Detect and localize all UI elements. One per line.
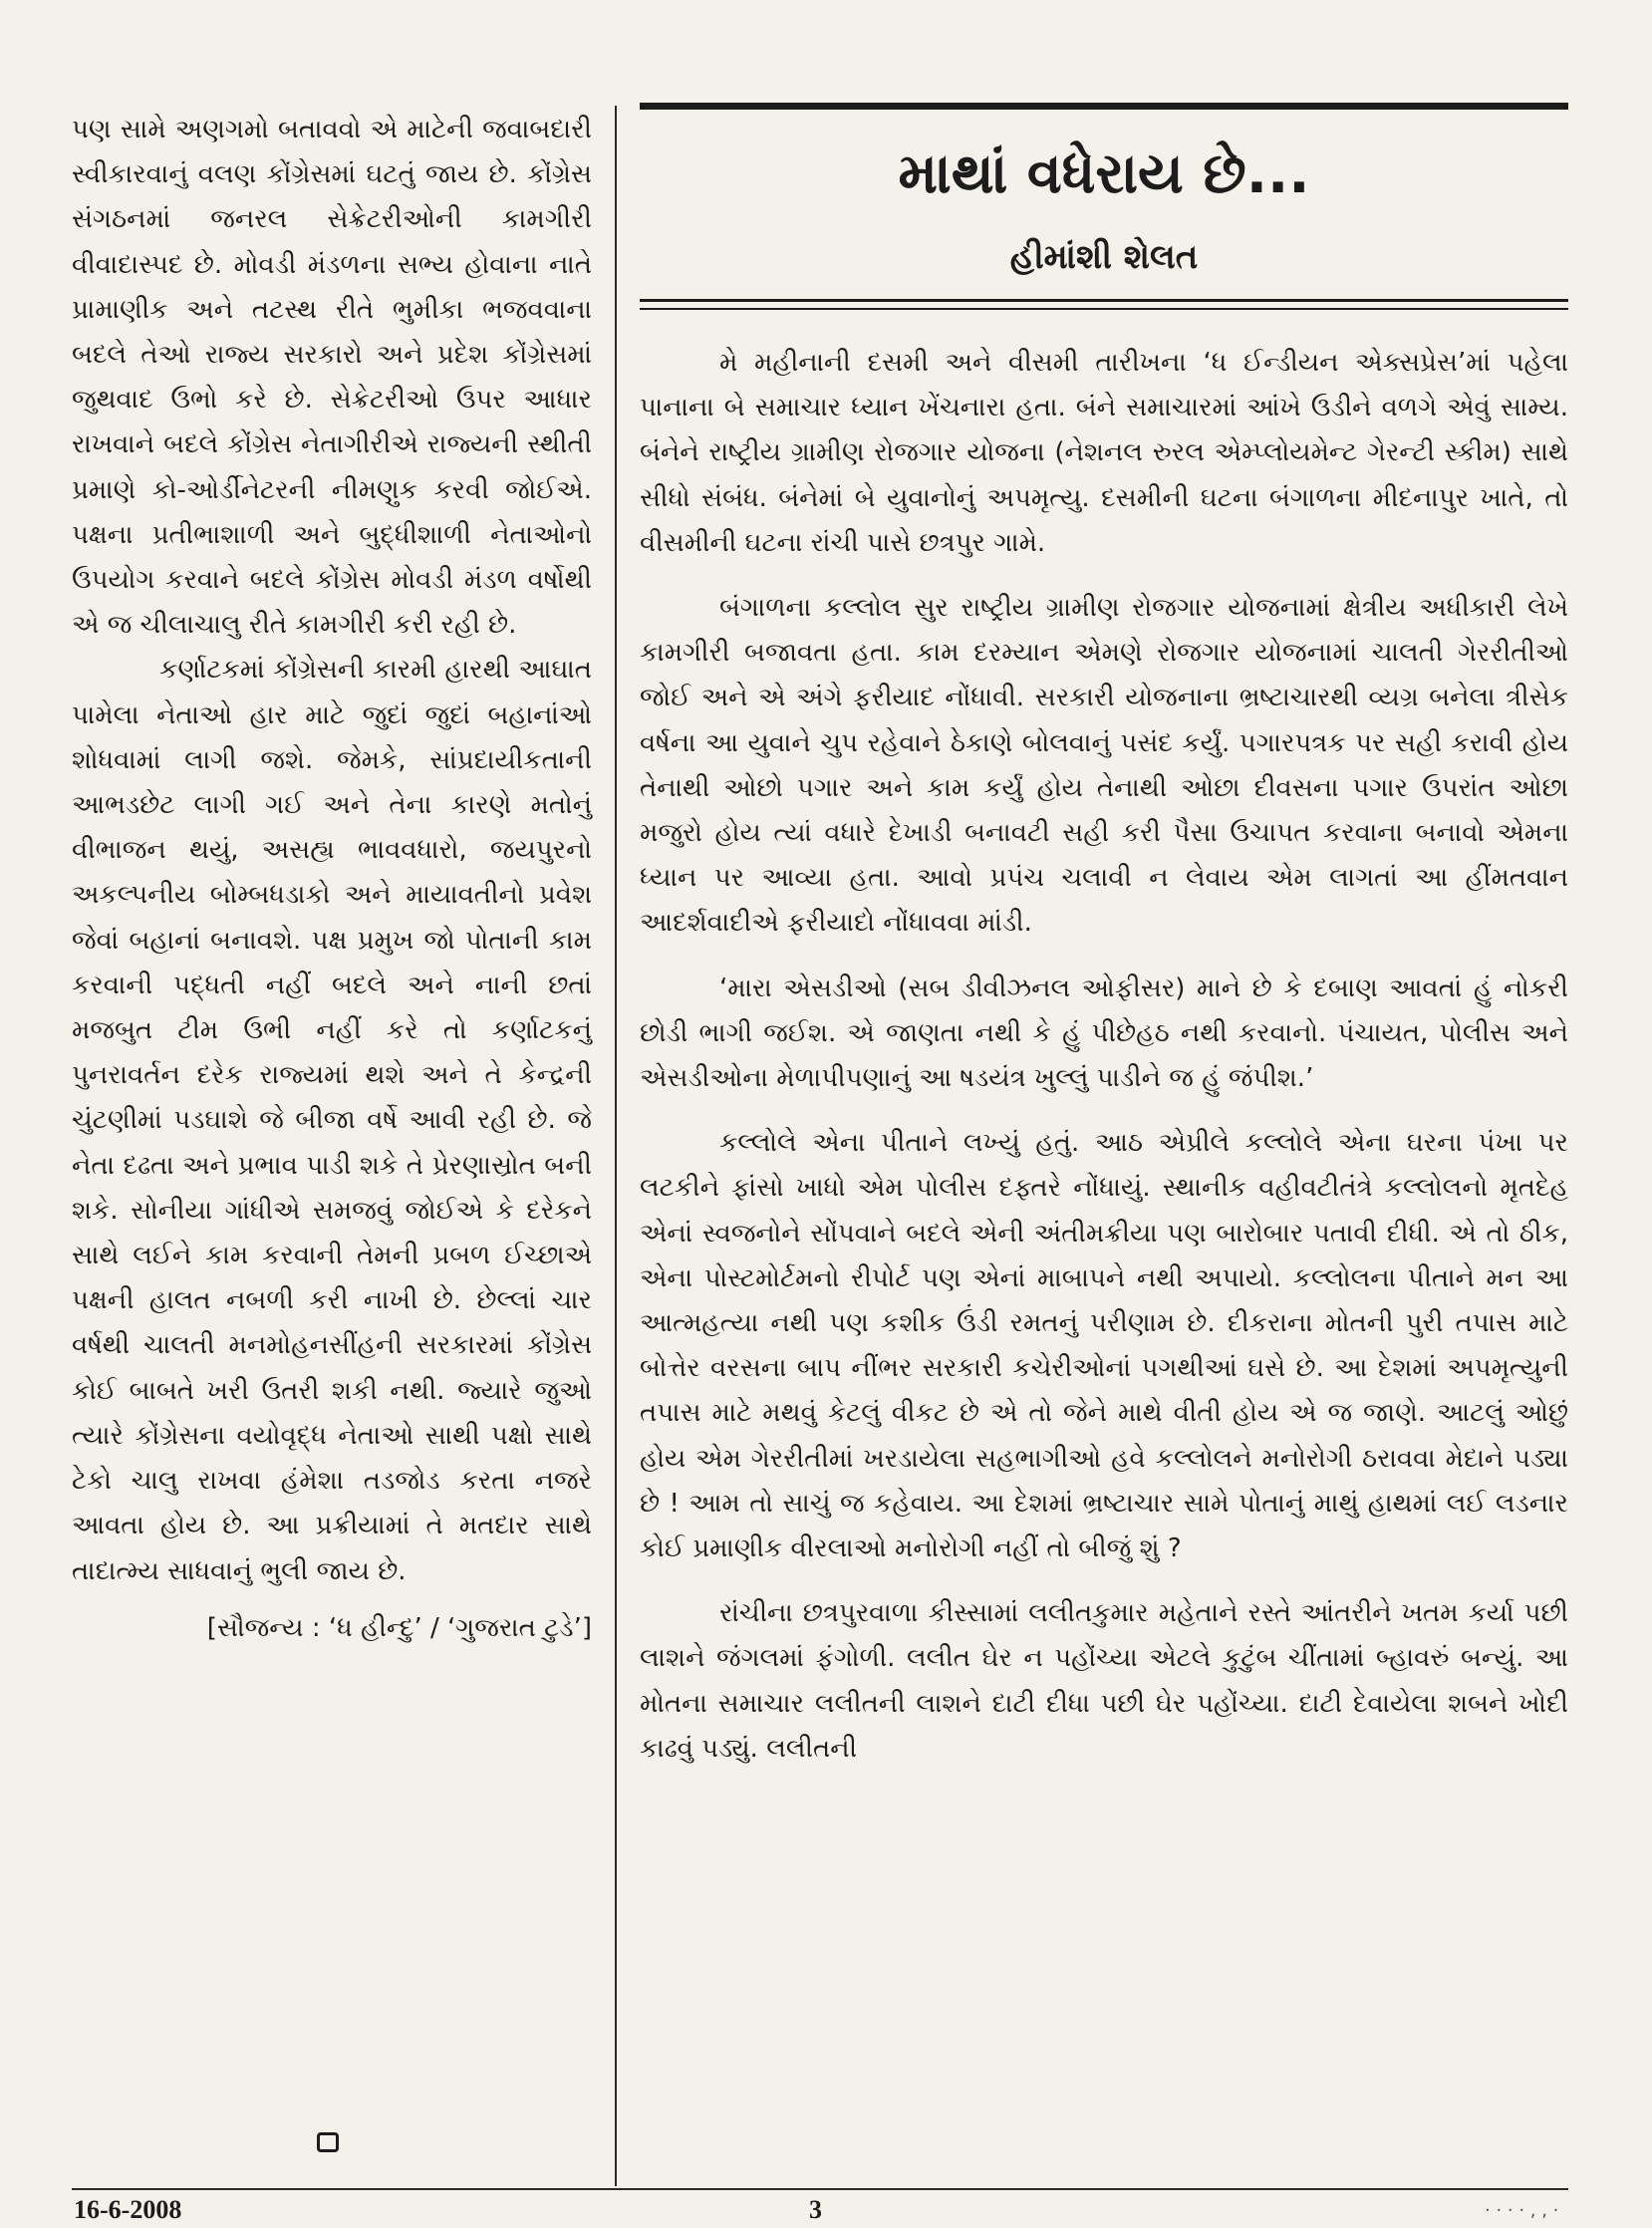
footer-date: 16-6-2008 xyxy=(74,2195,182,2224)
page-number: 3 xyxy=(809,2195,822,2224)
left-paragraph-1: પણ સામે અણગમો બતાવવો એ માટેની જવાબદારી સ્વીકારવાનું વલણ કોંગ્રેસમાં ઘટતું જાય છે. કોંગ્રેસ સંગઠનમાં જનરલ સેક્રેટરીઓની કામગીરી વીવાદાસ્પદ છે. મોવડી મંડળના સભ્ય હોવાના નાતે પ્રામાણીક અને તટસ્થ રીતે ભુમીકા ભજવવાના બદલે તેઓ રાજ્ય સરકારો અને પ્રદેશ કોંગ્રેસમાં જુથવાદ ઉભો કરે છે. સેક્રેટરીઓ ઉપર આધાર રાખવાને બદલે કોંગ્રેસ નેતાગીરીએ રાજ્યની સ્થીતી પ્રમાણે કો-ઓર્ડીનેટરની નીમણુક કરવી જોઈએ. પક્ષના પ્રતીભાશાળી અને બુદ્ધીશાળી નેતાઓનો ઉપયોગ કરવાને બદલે કોંગ્રેસ મોવડી મંડળ વર્ષોથી એ જ ચીલાચાલુ રીતે કામગીરી કરી રહી છે. xyxy=(72,115,592,641)
end-mark-icon xyxy=(317,2132,339,2152)
article-paragraph-5: રાંચીના છત્રપુરવાળા કીસ્સામાં લલીતકુમાર મહેતાને રસ્તે આંતરીને ખતમ કર્યા પછી લાશને જંગલમાં ફંગોળી. લલીત ઘેર ન પહોંચ્યા એટલે કુટુંબ ચીંતામાં બ્હાવરું બન્યું. આ મોતના સમાચાર લલીતની લાશને દાટી દીધા પછી ઘેર પહોંચ્યા. દાટી દેવાયેલા શબને ખોદી કાઢવું પડ્યું. લલીતની xyxy=(640,1598,1568,1764)
article-title: માથાં વધેરાય છે... xyxy=(898,141,1310,206)
source-credit: [સૌજન્ય : ‘ધ હીન્દુ’ / ‘ગુજરાત ટુડે’] xyxy=(206,1612,592,1643)
article-paragraph-2: બંગાળના કલ્લોલ સુર રાષ્ટ્રીય ગ્રામીણ રોજગાર યોજનામાં ક્ષેત્રીય અધીકારી લેખે કામગીરી બજાવતા હતા. કામ દરમ્યાન એમણે રોજગાર યોજનામાં ચાલતી ગેરરીતીઓ જોઈ અને એ અંગે ફરીયાદ નોંધાવી. સરકારી યોજનાના ભ્રષ્ટાચારથી વ્યગ્ર બનેલા ત્રીસેક વર્ષના આ યુવાને ચુપ રહેવાને ઠેકાણે બોલવાનું પસંદ કર્યું. પગારપત્રક પર સહી કરાવી હોય તેનાથી ઓછો પગાર અને કામ કર્યું હોય તેનાથી ઓછા દીવસના પગાર ઉપરાંત ઓછા મજુરો હોય ત્યાં વધારે દેખાડી બનાવટી સહી કરી પૈસા ઉચાપત કરવાના બનાવો એમના ધ્યાન પર આવ્યા હતા. આવો પ્રપંચ ચલાવી ન લેવાય એમ લાગતાં આ હીંમતવાન આદર્શવાદીએ ફરીયાદો નોંધાવવા માંડી. xyxy=(640,593,1568,939)
article-paragraph-3: ‘મારા એસડીઓ (સબ ડીવીઝનલ ઓફીસર) માને છે કે દબાણ આવતાં હું નોકરી છોડી ભાગી જઈશ. એ જાણતા નથી કે હું પીછેહઠ નથી કરવાનો. પંચાયત, પોલીસ અને એસડીઓના મેળાપીપણાનું આ ષડયંત્ર ખુલ્લું પાડીને જ હું જંપીશ.’ xyxy=(640,973,1568,1094)
article-paragraph-4: કલ્લોલે એના પીતાને લખ્યું હતું. આઠ એપ્રીલે કલ્લોલે એના ઘરના પંખા પર લટકીને ફાંસો ખાધો એમ પોલીસ દફ્તરે નોંધાયું. સ્થાનીક વહીવટીતંત્રે કલ્લોલનો મૃતદેહ એનાં સ્વજનોને સોંપવાને બદલે એની અંતીમક્રીયા પણ બારોબાર પતાવી દીધી. એ તો ઠીક, એના પોસ્ટમોર્ટમનો રીપોર્ટ પણ એનાં માબાપને નથી અપાયો. કલ્લોલના પીતાને મન આ આત્મહત્યા નથી પણ કશીક ઉંડી રમતનું પરીણામ છે. દીકરાના મોતની પુરી તપાસ માટે બોત્તેર વરસના બાપ નીંભર સરકારી કચેરીઓનાં પગથીઆં ઘસે છે. આ દેશમાં અપમૃત્યુની તપાસ માટે મથવું કેટલું વીકટ છે એ તો જેને માથે વીતી હોય એ જ જાણે. આટલું ઓછું હોય એમ ગેરરીતીમાં ખરડાયેલા સહભાગીઓ હવે કલ્લોલને મનોરોગી ઠરાવવા મેદાને પડ્યા છે ! આમ તો સાચું જ કહેવાય. આ દેશમાં ભ્રષ્ટાચાર સામે પોતાનું માથું હાથમાં લઈ લડનાર કોઈ પ્રમાણીક વીરલાઓ મનોરોગી નહીં તો બીજું શું ? xyxy=(640,1128,1568,1564)
article-author: હીમાંશી શેલત xyxy=(1009,237,1199,277)
header-rule-top xyxy=(640,103,1568,110)
column-divider xyxy=(615,106,617,2186)
header-rule-bottom xyxy=(640,299,1568,302)
footer-rule xyxy=(72,2188,1568,2190)
footer-mark: · · · · , , · xyxy=(1485,2200,1559,2221)
article-paragraph-1: મે મહીનાની દસમી અને વીસમી તારીખના ‘ધ ઈન્ડીયન એક્સપ્રેસ’માં પહેલા પાનાના બે સમાચાર ધ્યાન ખેંચનારા હતા. બંને સમાચારમાં આંખે ઉડીને વળગે એવું સામ્ય. બંનેને રાષ્ટ્રીય ગ્રામીણ રોજગાર યોજના (નેશનલ રુરલ એમ્પ્લોયમેન્ટ ગેરન્ટી સ્કીમ) સાથે સીધો સંબંધ. બંનેમાં બે યુવાનોનું અપમૃત્યુ. દસમીની ઘટના બંગાળના મીદનાપુર ખાતે, તો વીસમીની ઘટના રાંચી પાસે છત્રપુર ગામે. xyxy=(640,348,1568,558)
article-body xyxy=(640,341,1568,1792)
left-column xyxy=(72,108,592,1651)
header-rule-bottom-thin xyxy=(640,308,1568,310)
left-paragraph-2: કર્ણાટકમાં કોંગ્રેસની કારમી હારથી આઘાત પામેલા નેતાઓ હાર માટે જુદાં જુદાં બહાનાંઓ શોધવામાં લાગી જશે. જેમકે, સાંપ્રદાયીકતાની આભડછેટ લાગી ગઈ અને તેના કારણે મતોનું વીભાજન થયું, અસહ્ય ભાવવધારો, જયપુરનો અકલ્પનીય બોમ્બધડાકો અને માયાવતીનો પ્રવેશ જેવાં બહાનાં બનાવશે. પક્ષ પ્રમુખ જો પોતાની કામ કરવાની પદ્ધતી નહીં બદલે અને નાની છતાં મજબુત ટીમ ઉભી નહીં કરે તો કર્ણાટકનું પુનરાવર્તન દરેક રાજ્યમાં થશે અને તે કેન્દ્રની ચુંટણીમાં પડઘાશે જે બીજા વર્ષે આવી રહી છે. જે નેતા દઢતા અને પ્રભાવ પાડી શકે તે પ્રેરણાસ્રોત બની શકે. સોનીયા ગાંધીએ સમજવું જોઈએ કે દરેકને સાથે લઈને કામ કરવાની તેમની પ્રબળ ઈચ્છાએ પક્ષની હાલત નબળી કરી નાખી છે. છેલ્લાં ચાર વર્ષથી ચાલતી મનમોહનસીંહની સરકારમાં કોંગ્રેસ કોઈ બાબતે ખરી ઉતરી શકી નથી. જ્યારે જુઓ ત્યારે કોંગ્રેસના વયોવૃદ્ધ નેતાઓ સાથી પક્ષો સાથે ટેકો ચાલુ રાખવા હંમેશા તડજોડ કરતા નજરે આવતા હોય છે. આ પ્રક્રીયામાં તે મતદાર સાથે તાદાત્મ્ય સાધવાનું ભુલી જાય છે. xyxy=(72,655,592,1586)
